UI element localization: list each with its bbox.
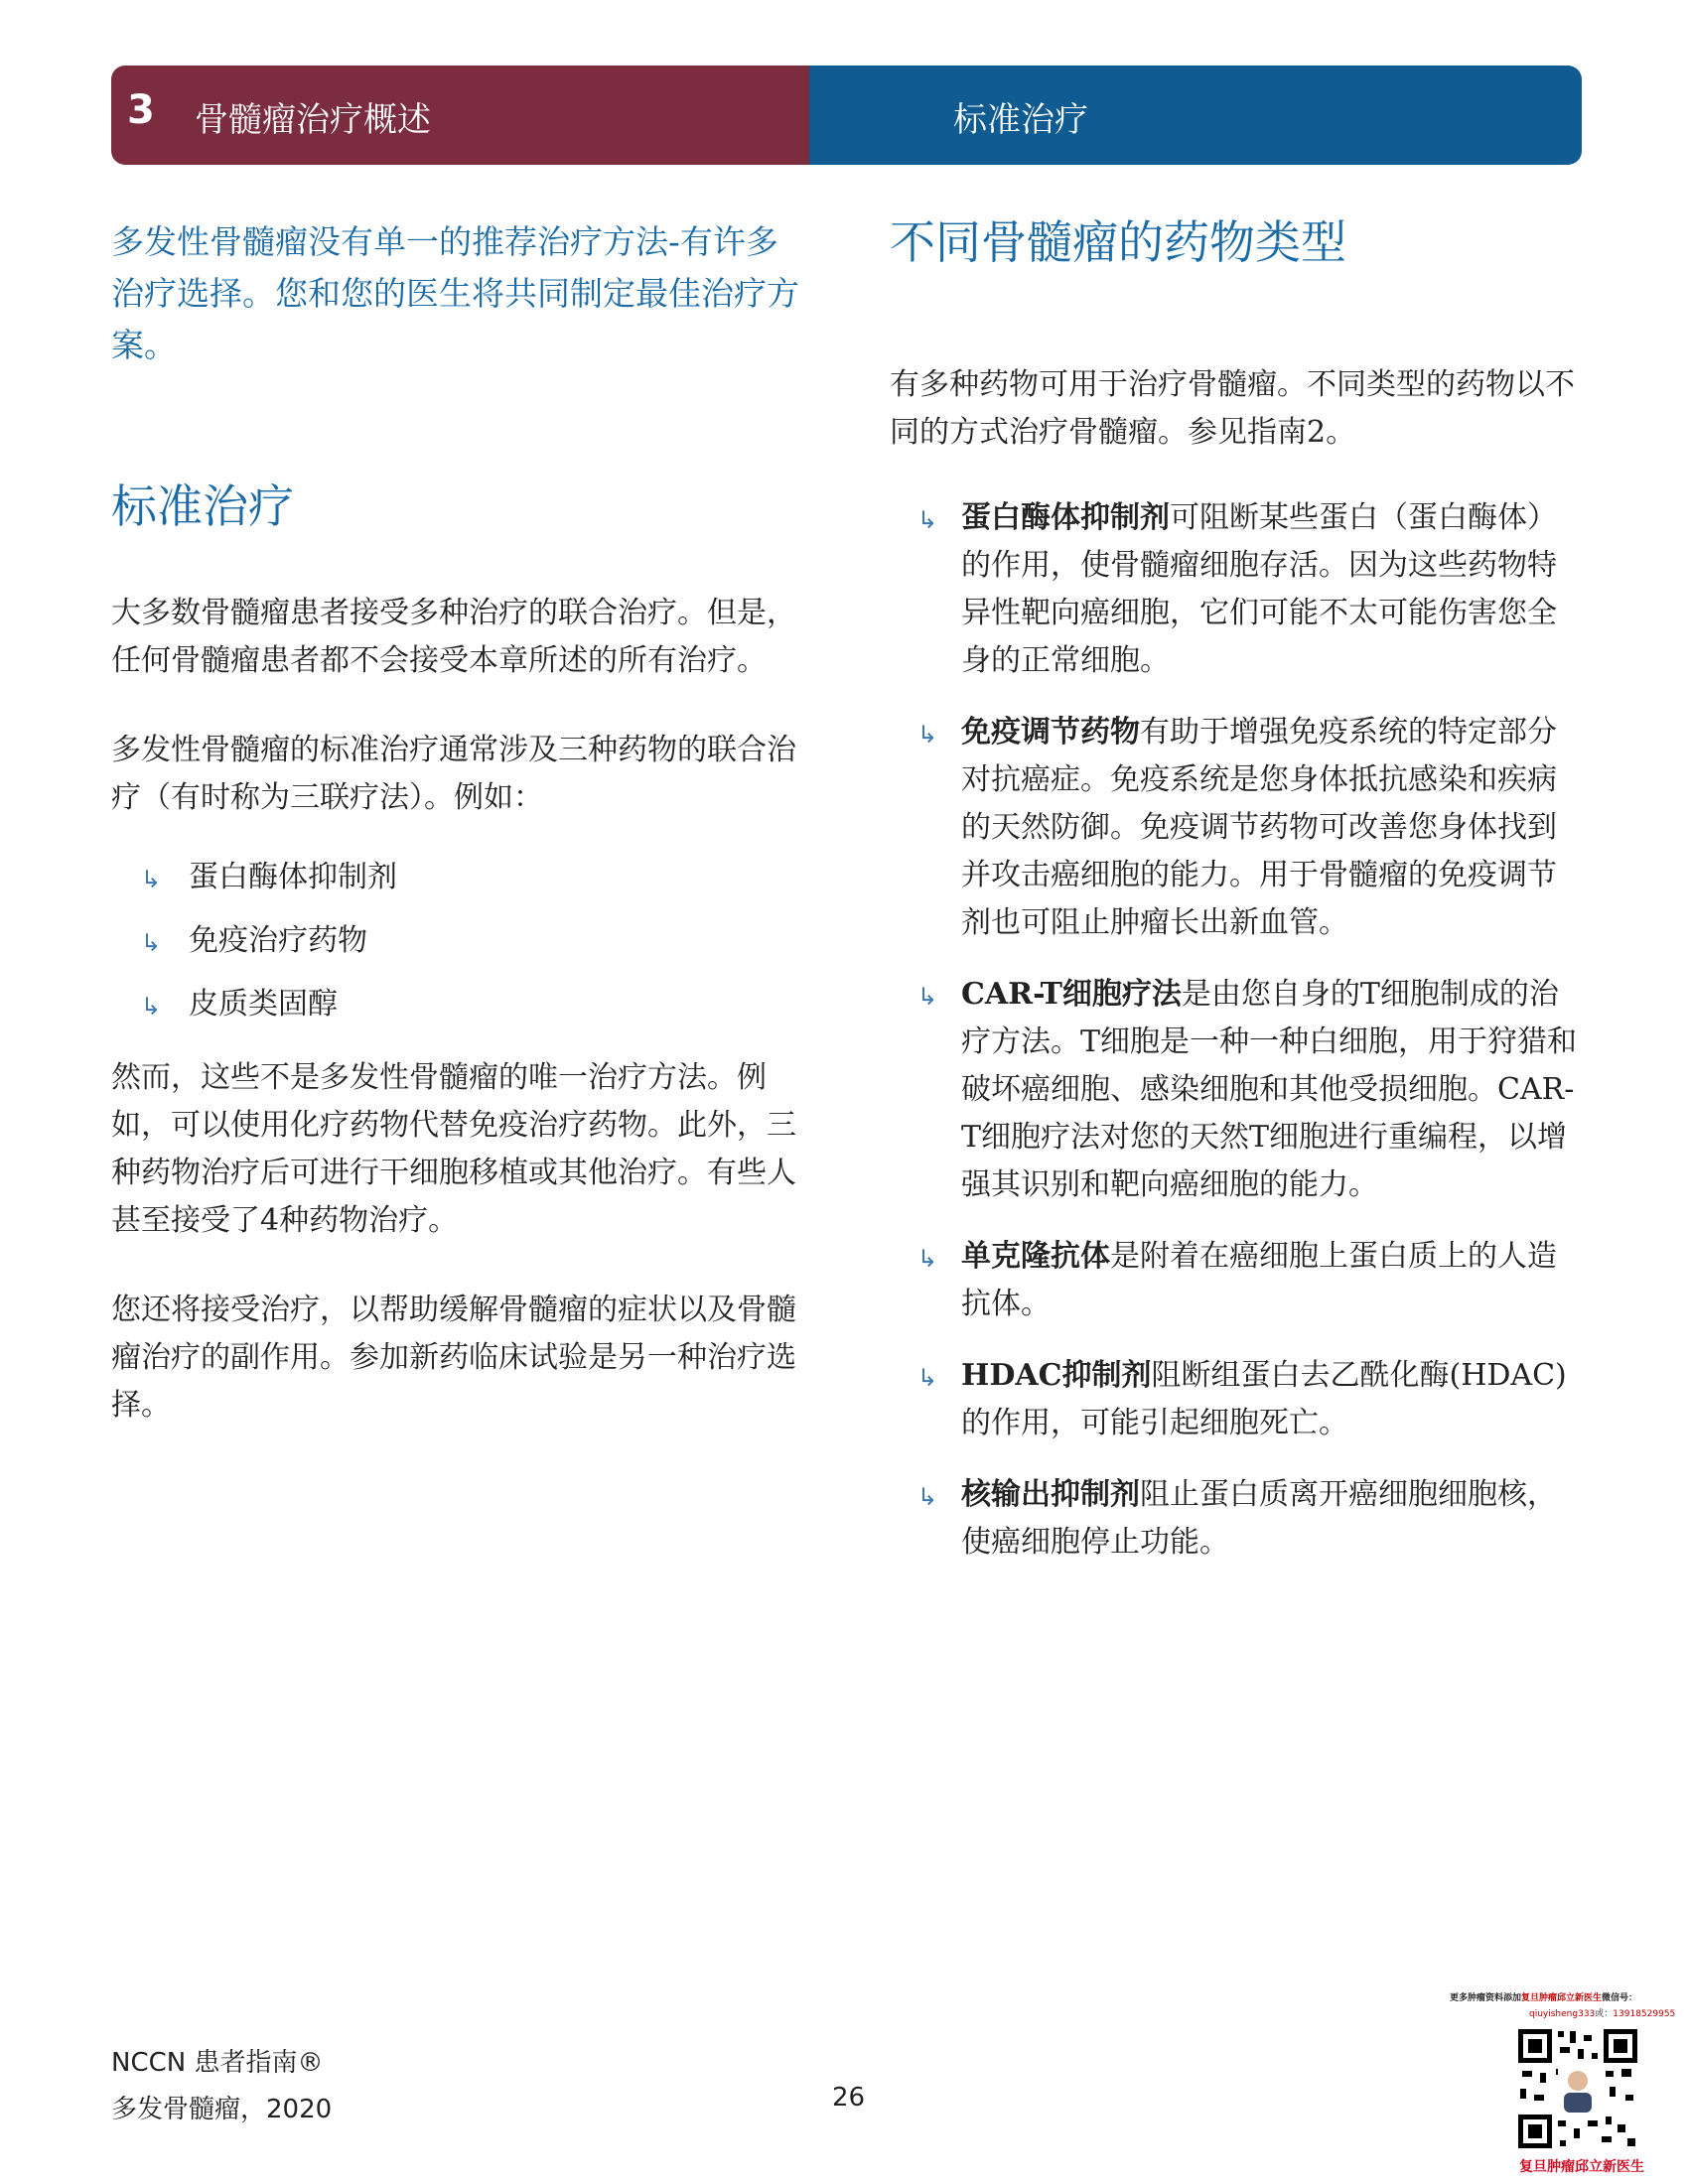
drug-description: 是附着在癌细胞上蛋白质上的人造抗体。 bbox=[961, 1239, 1557, 1321]
list-item bbox=[890, 494, 1585, 685]
bullet-arrow-icon: ↳ bbox=[141, 993, 162, 1021]
drug-term: 单克隆抗体 bbox=[961, 1239, 1110, 1274]
list-item bbox=[890, 1352, 1585, 1447]
paragraph-supportive-care: 您还将接受治疗，以帮助缓解骨髓瘤的症状以及骨髓瘤治疗的副作用。参加新药临床试验是另一种治疗选择。 bbox=[111, 1293, 796, 1423]
qr-code-icon bbox=[1514, 2025, 1641, 2152]
intro-callout: 多发性骨髓瘤没有单一的推荐治疗方法-有许多治疗选择。您和您的医生将共同制定最佳治疗方案。 bbox=[111, 222, 799, 364]
bullet-arrow-icon: ↳ bbox=[917, 721, 938, 749]
drug-types-intro: 有多种药物可用于治疗骨髓瘤。不同类型的药物以不同的方式治疗骨髓瘤。参见指南2。 bbox=[890, 367, 1575, 450]
drug-term: 蛋白酶体抑制剂 bbox=[961, 500, 1170, 535]
right-column bbox=[890, 206, 1585, 1590]
chapter-number: 3 bbox=[127, 87, 155, 133]
list-item bbox=[890, 709, 1585, 947]
paragraph-other-options: 然而，这些不是多发性骨髓瘤的唯一治疗方法。例如，可以使用化疗药物代替免疫治疗药物。此外，三种药物治疗后可进行干细胞移植或其他治疗。有些人甚至接受了4种药物治疗。 bbox=[111, 1060, 796, 1238]
bullet-arrow-icon: ↳ bbox=[917, 1245, 938, 1273]
left-column bbox=[111, 216, 806, 1430]
paragraph-combination: 大多数骨髓瘤患者接受多种治疗的联合治疗。但是，任何骨髓瘤患者都不会接受本章所述的所有治疗。 bbox=[111, 596, 796, 678]
list-item bbox=[890, 971, 1585, 1209]
drug-types-list bbox=[890, 494, 1585, 1567]
drug-term: 免疫调节药物 bbox=[961, 715, 1140, 750]
triple-therapy-list bbox=[111, 854, 806, 1028]
bullet-arrow-icon: ↳ bbox=[141, 866, 162, 893]
bullet-arrow-icon: ↳ bbox=[917, 1483, 938, 1511]
bullet-arrow-icon: ↳ bbox=[917, 1364, 938, 1392]
chapter-banner bbox=[111, 66, 809, 165]
drug-term: CAR-T细胞疗法 bbox=[961, 977, 1182, 1012]
list-item: ↳ 蛋白酶体抑制剂 bbox=[111, 854, 806, 901]
chapter-title: 骨髓瘤治疗概述 bbox=[195, 100, 431, 140]
bullet-arrow-icon: ↳ bbox=[917, 506, 938, 534]
list-item: ↳ 免疫治疗药物 bbox=[111, 917, 806, 965]
list-item bbox=[890, 1233, 1585, 1328]
drug-description: 阻断组蛋白去乙酰化酶(HDAC)的作用，可能引起细胞死亡。 bbox=[961, 1358, 1567, 1440]
drug-description: 可阻断某些蛋白（蛋白酶体）的作用，使骨髓瘤细胞存活。因为这些药物特异性靶向癌细胞，它们可能不太可能伤害您全身的正常细胞。 bbox=[961, 500, 1557, 678]
footer-subtitle: 多发骨髓瘤，2020 bbox=[111, 2095, 333, 2124]
bullet-arrow-icon: ↳ bbox=[917, 983, 938, 1011]
page-header bbox=[111, 66, 1582, 165]
watermark-caption: 复旦肿瘤邱立新医生 bbox=[1519, 2159, 1644, 2175]
watermark-contact: qiuyisheng333或：13918529955 bbox=[1529, 2009, 1676, 2019]
page-number: 26 bbox=[832, 2083, 866, 2113]
watermark-text: 更多肿瘤资料添加复旦肿瘤邱立新医生微信号： bbox=[1450, 1993, 1638, 2003]
bullet-arrow-icon: ↳ bbox=[141, 929, 162, 957]
paragraph-triple-therapy: 多发性骨髓瘤的标准治疗通常涉及三种药物的联合治疗（有时称为三联疗法）。例如： bbox=[111, 733, 796, 815]
list-item: ↳ 皮质类固醇 bbox=[111, 981, 806, 1028]
drug-description: 有助于增强免疫系统的特定部分对抗癌症。免疫系统是您身体抵抗感染和疾病的天然防御。免疫调节药物可改善您身体找到并攻击癌细胞的能力。用于骨髓瘤的免疫调节剂也可阻止肿瘤长出新血管。 bbox=[961, 715, 1557, 940]
drug-description: 阻止蛋白质离开癌细胞细胞核，使癌细胞停止功能。 bbox=[961, 1477, 1557, 1560]
drug-description: 是由您自身的T细胞制成的治疗方法。T细胞是一种一种白细胞，用于狩猎和破坏癌细胞、感染细胞和其他受损细胞。CAR-T细胞疗法对您的天然T细胞进行重编程，以增强其识别和靶向癌细胞的能力。 bbox=[961, 977, 1578, 1202]
section-title: 标准治疗 bbox=[953, 100, 1088, 140]
drug-types-heading: 不同骨髓瘤的药物类型 bbox=[890, 215, 1346, 269]
footer-brand: NCCN 患者指南® bbox=[111, 2048, 324, 2078]
drug-term: HDAC抑制剂 bbox=[961, 1358, 1152, 1393]
section-banner bbox=[809, 66, 1582, 165]
standard-treatment-heading: 标准治疗 bbox=[111, 479, 294, 533]
list-item bbox=[890, 1471, 1585, 1567]
drug-term: 核输出抑制剂 bbox=[961, 1477, 1140, 1512]
